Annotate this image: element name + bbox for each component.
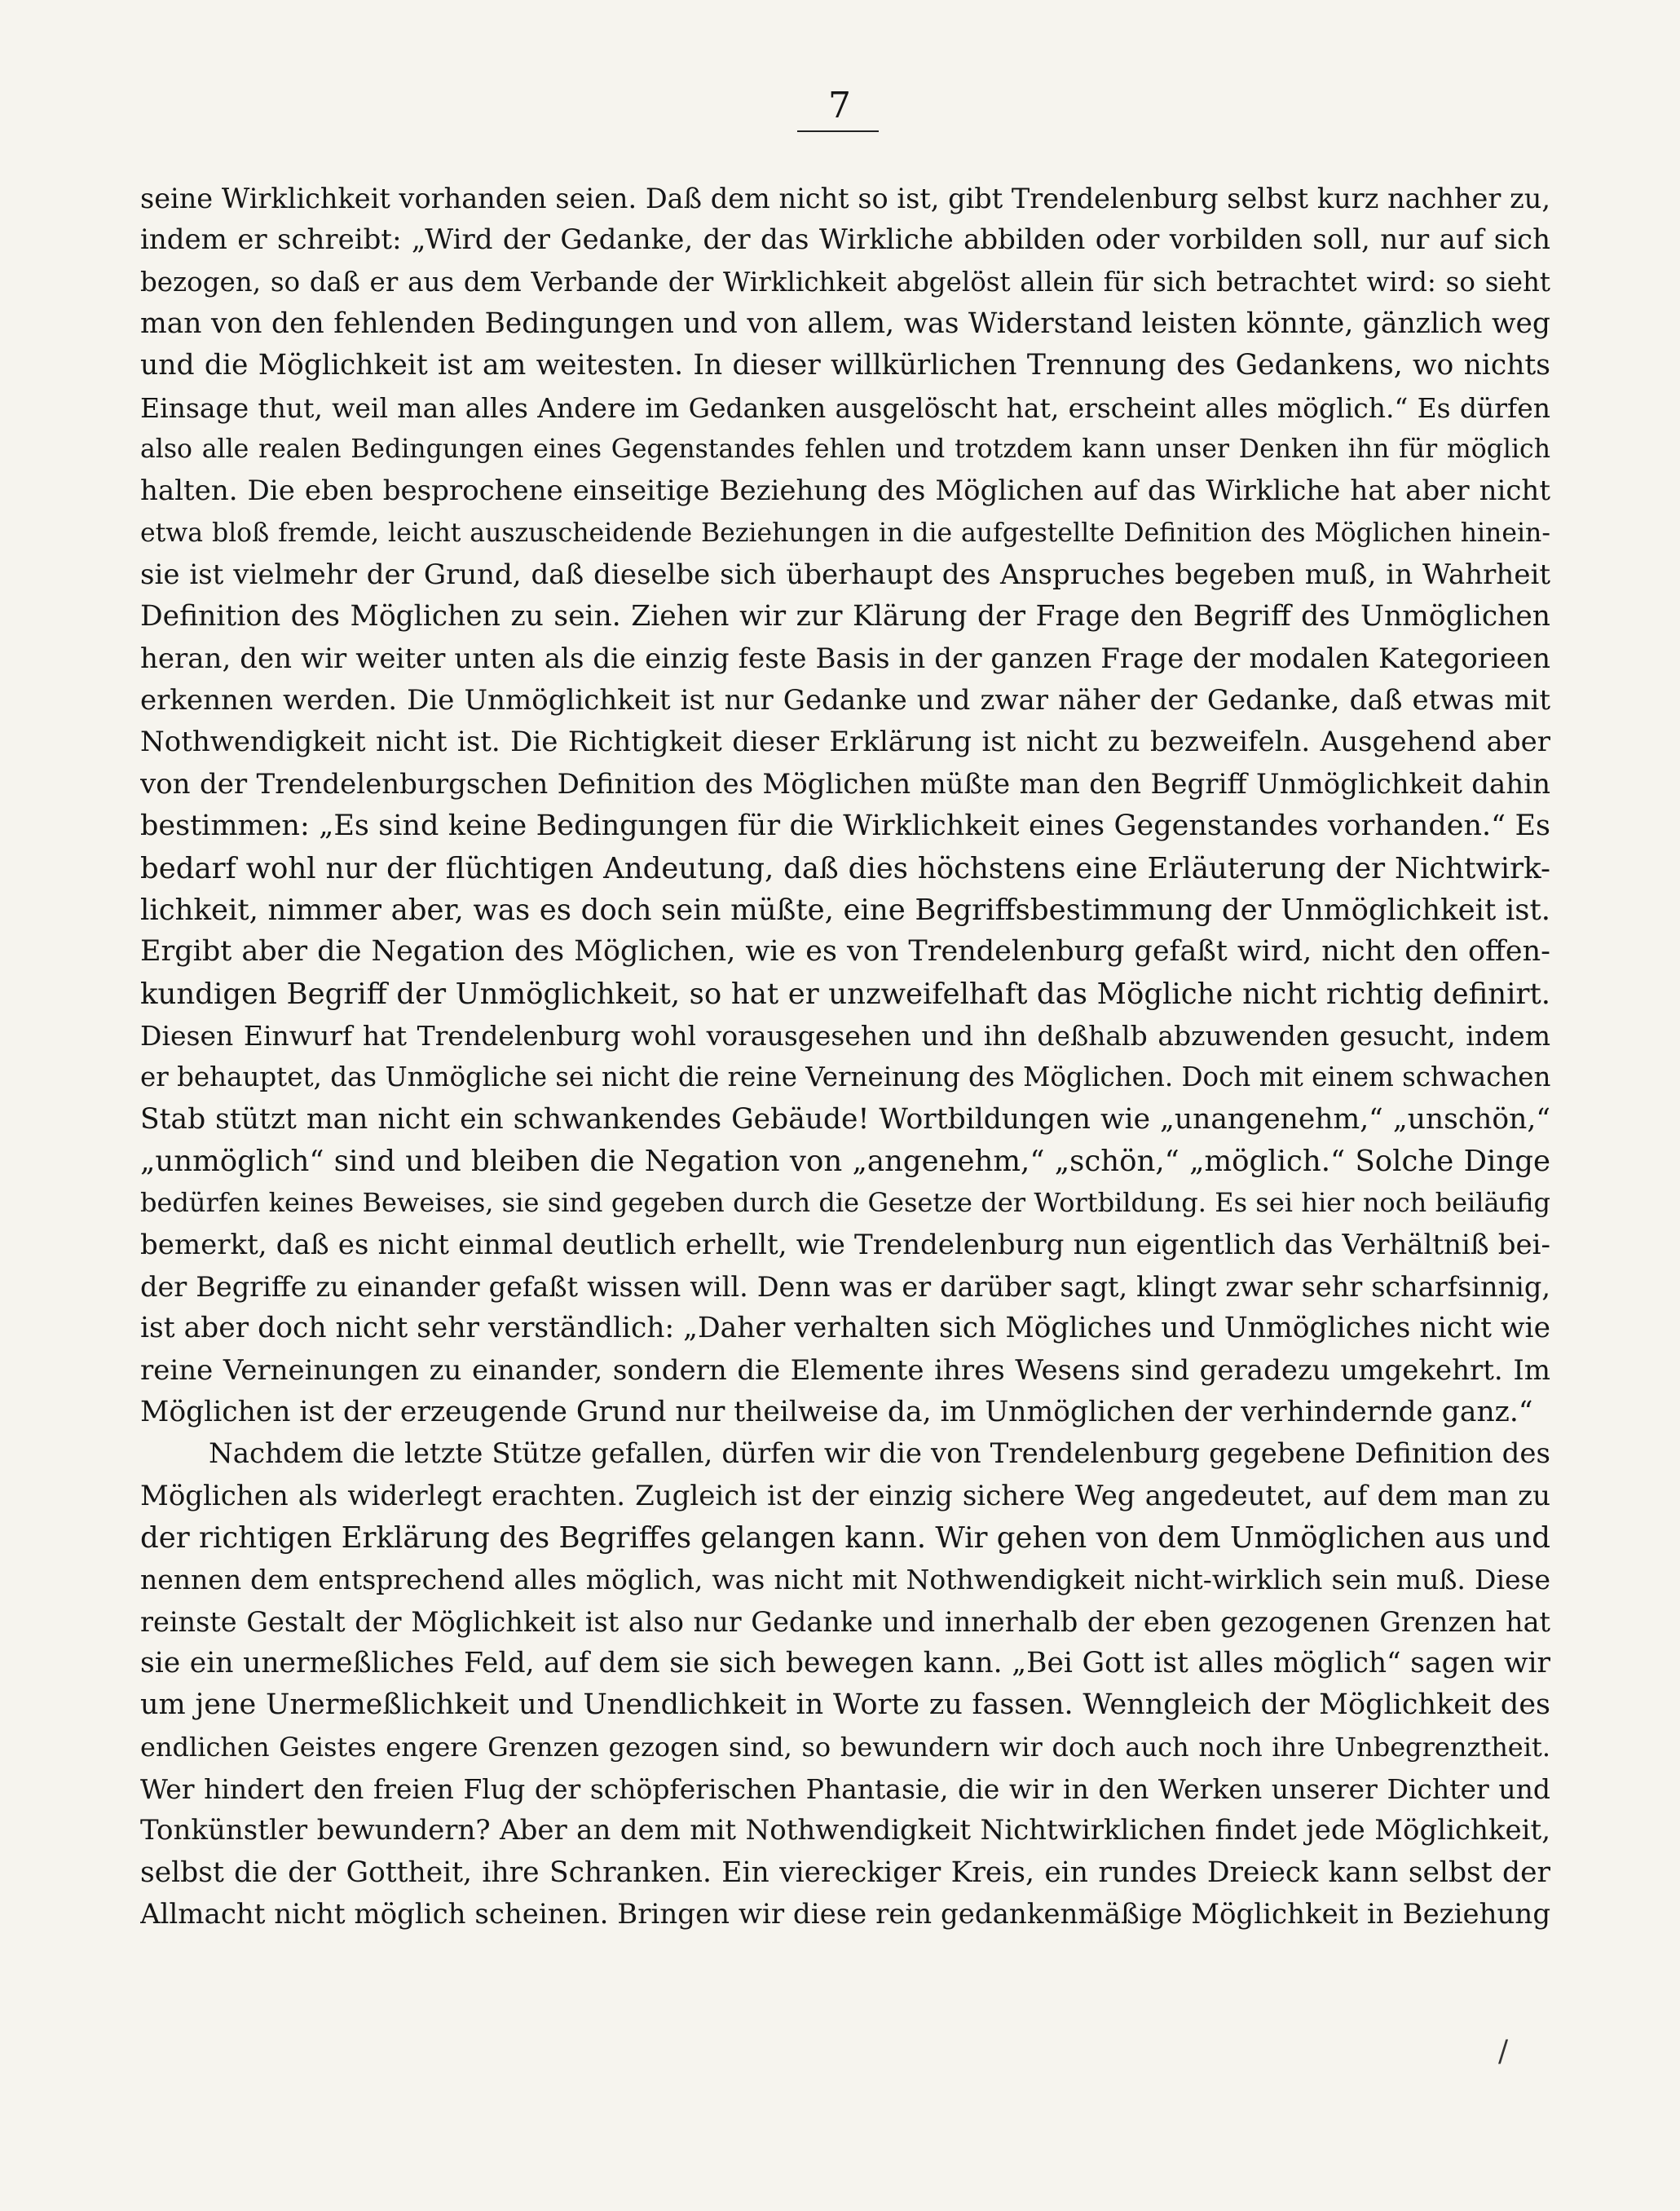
footer-mark: / bbox=[1498, 2035, 1509, 2068]
text-line: von der Trendelenburgschen Definition des Möglichen müßte man den Begriff Unmöglichkeit dahin bbox=[140, 767, 1550, 801]
page-number-rule bbox=[797, 130, 879, 132]
text-line: „unmöglich“ sind und bleiben die Negation von „angenehm,“ „schön,“ „möglich.“ Solche Dinge bbox=[140, 1144, 1550, 1178]
text-line: der Begriffe zu einander gefaßt wissen will. Denn was er darüber sagt, klingt zwar sehr scharfsinnig, bbox=[140, 1270, 1550, 1303]
text-line: Nachdem die letzte Stütze gefallen, dürfen wir die von Trendelenburg gegebene Definition des bbox=[209, 1437, 1550, 1471]
text-line: Möglichen als widerlegt erachten. Zugleich ist der einzig sichere Weg angedeutet, auf dem man zu bbox=[140, 1479, 1550, 1512]
text-line: seine Wirklichkeit vorhanden seien. Daß dem nicht so ist, gibt Trendelenburg selbst kurz nachher zu, bbox=[140, 183, 1550, 214]
text-line: Wer hindert den freien Flug der schöpferischen Phantasie, die wir in den Werken unserer Dichter und bbox=[140, 1773, 1550, 1806]
text-line: Ergibt aber die Negation des Möglichen, wie es von Trendelenburg gefaßt wird, nicht den offen- bbox=[140, 935, 1550, 969]
text-line: sie ein unermeßliches Feld, auf dem sie sich bewegen kann. „Bei Gott ist alles möglich“ sagen wir bbox=[140, 1647, 1550, 1680]
text-line: bedürfen keines Beweises, sie sind gegeben durch die Gesetze der Wortbildung. Es sei hier noch beiläufig bbox=[140, 1187, 1550, 1219]
text-line: man von den fehlenden Bedingungen und von allem, was Widerstand leisten könnte, gänzlich weg bbox=[140, 307, 1550, 341]
text-line: erkennen werden. Die Unmöglichkeit ist nur Gedanke und zwar näher der Gedanke, daß etwas mit bbox=[140, 684, 1550, 717]
text-line: also alle realen Bedingungen eines Gegenstandes fehlen und trotzdem kann unser Denken ihn für möglich bbox=[140, 435, 1550, 465]
text-line: kundigen Begriff der Unmöglichkeit, so hat er unzweifelhaft das Mögliche nicht richtig definirt. bbox=[140, 977, 1550, 1011]
text-line: bezogen, so daß er aus dem Verbande der Wirklichkeit abgelöst allein für sich betrachtet wird: so sieht bbox=[140, 266, 1550, 298]
text-line: heran, den wir weiter unten als die einzig feste Basis in der ganzen Frage der modalen Kategorieen bbox=[140, 642, 1550, 675]
text-line: bemerkt, daß es nicht einmal deutlich erhellt, wie Trendelenburg nun eigentlich das Verhältniß bei- bbox=[140, 1228, 1550, 1261]
text-line: Stab stützt man nicht ein schwankendes Gebäude! Wortbildungen wie „unangenehm,“ „unschön,“ bbox=[140, 1102, 1550, 1136]
text-line: ist aber doch nicht sehr verständlich: „Daher verhalten sich Mögliches und Unmögliches nicht wie bbox=[140, 1312, 1550, 1345]
text-line: endlichen Geistes engere Grenzen gezogen sind, so bewundern wir doch auch noch ihre Unbegrenztheit. bbox=[140, 1731, 1550, 1763]
body-text bbox=[140, 178, 1550, 1935]
text-line: Tonkünstler bewundern? Aber an dem mit Nothwendigkeit Nichtwirklichen findet jede Möglichkeit, bbox=[140, 1814, 1550, 1847]
text-line: Diesen Einwurf hat Trendelenburg wohl vorausgesehen und ihn deßhalb abzuwenden gesucht, indem bbox=[140, 1019, 1550, 1052]
text-line: selbst die der Gottheit, ihre Schranken. Ein viereckiger Kreis, ein rundes Dreieck kann selbst der bbox=[140, 1856, 1550, 1889]
text-line: Einsage thut, weil man alles Andere im Gedanken ausgelöscht hat, erscheint alles möglich.“ Es dürfen bbox=[140, 391, 1550, 424]
text-line: nennen dem entsprechend alles möglich, was nicht mit Nothwendigkeit nicht-wirklich sein muß. Diese bbox=[140, 1564, 1550, 1596]
text-line: reinste Gestalt der Möglichkeit ist also nur Gedanke und innerhalb der eben gezogenen Grenzen hat bbox=[140, 1605, 1550, 1638]
text-line: und die Möglichkeit ist am weitesten. In dieser willkürlichen Trennung des Gedankens, wo nichts bbox=[140, 349, 1550, 382]
text-line: indem er schreibt: „Wird der Gedanke, der das Wirkliche abbilden oder vorbilden soll, nur auf sich bbox=[140, 223, 1550, 257]
text-line: Nothwendigkeit nicht ist. Die Richtigkeit dieser Erklärung ist nicht zu bezweifeln. Ausgehend aber bbox=[140, 726, 1550, 759]
text-line: bedarf wohl nur der flüchtigen Andeutung, daß dies höchstens eine Erläuterung der Nichtwirk- bbox=[140, 851, 1550, 885]
text-line: Allmacht nicht möglich scheinen. Bringen wir diese rein gedankenmäßige Möglichkeit in Beziehung bbox=[140, 1898, 1550, 1931]
text-line: sie ist vielmehr der Grund, daß dieselbe sich überhaupt des Anspruches begeben muß, in Wahrheit bbox=[140, 558, 1550, 592]
text-line: um jene Unermeßlichkeit und Unendlichkeit in Worte zu fassen. Wenngleich der Möglichkeit des bbox=[140, 1688, 1550, 1722]
text-line: Möglichen ist der erzeugende Grund nur theilweise da, im Unmöglichen der verhindernde ganz.“ bbox=[140, 1395, 1533, 1428]
text-line: bestimmen: „Es sind keine Bedingungen für die Wirklichkeit eines Gegenstandes vorhanden.“ Es bbox=[140, 810, 1550, 843]
text-line: Definition des Möglichen zu sein. Ziehen wir zur Klärung der Frage den Begriff des Unmöglichen bbox=[140, 600, 1550, 633]
page-number: 7 bbox=[828, 85, 851, 126]
text-line: reine Verneinungen zu einander, sondern die Elemente ihres Wesens sind geradezu umgekehrt. Im bbox=[140, 1353, 1550, 1387]
text-line: der richtigen Erklärung des Begriffes gelangen kann. Wir gehen von dem Unmöglichen aus und bbox=[140, 1521, 1550, 1555]
text-line: er behauptet, das Unmögliche sei nicht die reine Verneinung des Möglichen. Doch mit einem schwachen bbox=[140, 1061, 1550, 1093]
text-line: lichkeit, nimmer aber, was es doch sein müßte, eine Begriffsbestimmung der Unmöglichkeit ist. bbox=[140, 893, 1550, 927]
text-line: etwa bloß fremde, leicht auszuscheidende Beziehungen in die aufgestellte Definition des Möglichen hinein- bbox=[140, 518, 1550, 548]
text-line: halten. Die eben besprochene einseitige Beziehung des Möglichen auf das Wirkliche hat aber nicht bbox=[140, 474, 1550, 508]
